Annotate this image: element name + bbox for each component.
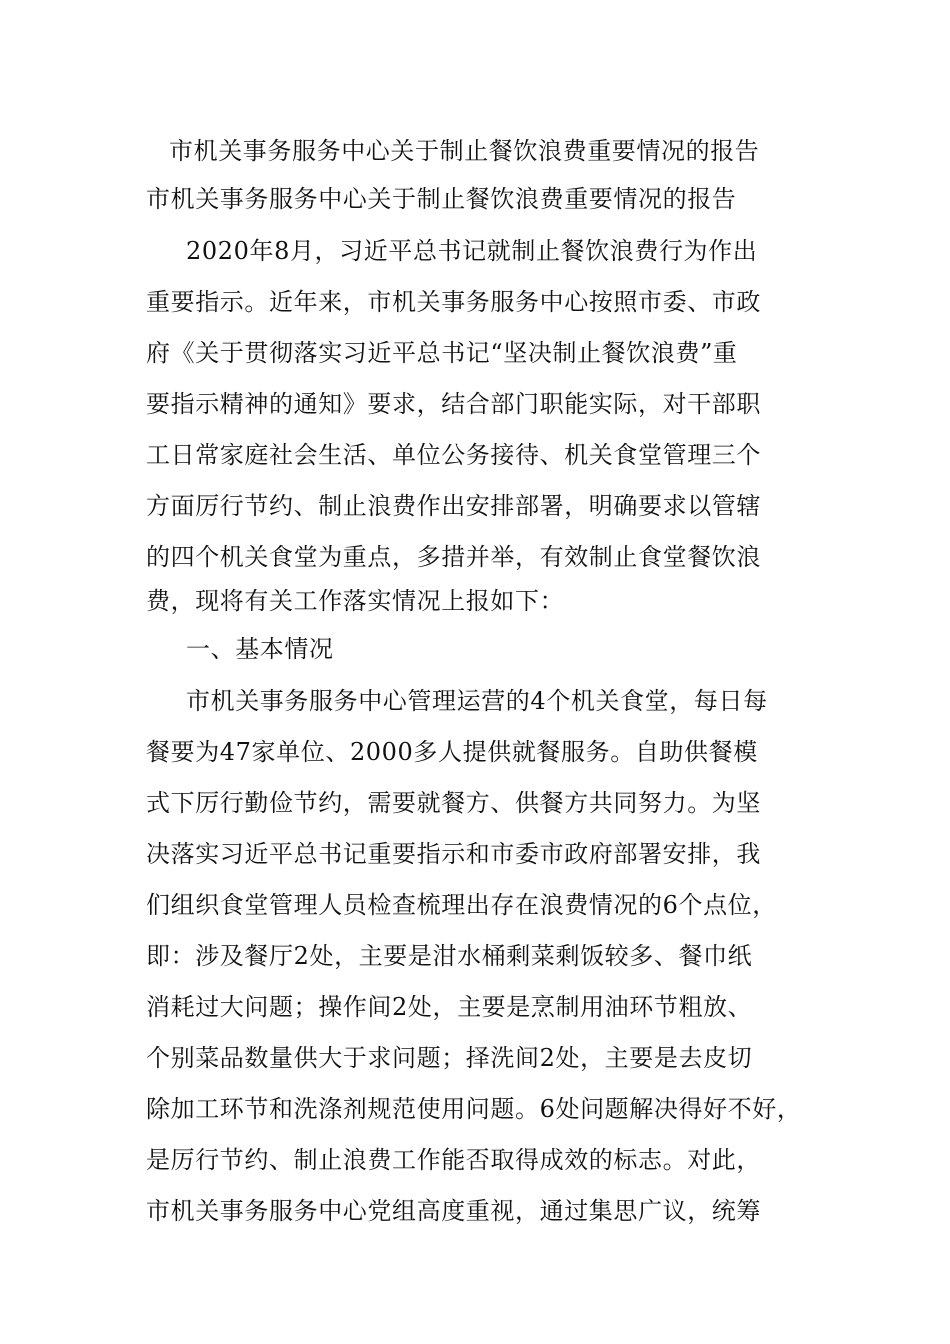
section-heading: 一、基本情况 (186, 635, 334, 663)
body-line-1: 市机关事务服务中心管理运营的4个机关食堂，每日每 (186, 687, 768, 715)
document-subtitle: 市机关事务服务中心关于制止餐饮浪费重要情况的报告 (146, 185, 737, 213)
intro-line-4: 要指示精神的通知》要求，结合部门职能实际，对干部职 (146, 390, 761, 418)
body-line-8: 个别菜品数量供大于求问题；择洗间2处，主要是去皮切 (146, 1044, 753, 1072)
document-title: 市机关事务服务中心关于制止餐饮浪费重要情况的报告 (169, 137, 760, 165)
intro-line-8: 费，现将有关工作落实情况上报如下： (146, 587, 565, 615)
intro-line-2: 重要指示。近年来，市机关事务服务中心按照市委、市政 (146, 288, 761, 316)
intro-line-6: 方面厉行节约、制止浪费作出安排部署，明确要求以管辖 (146, 492, 761, 520)
intro-line-1: 2020年8月，习近平总书记就制止餐饮浪费行为作出 (186, 237, 758, 265)
body-line-3: 式下厉行勤俭节约，需要就餐方、供餐方共同努力。为坚 (146, 789, 761, 817)
body-line-5: 们组织食堂管理人员检查梳理出存在浪费情况的6个点位， (146, 891, 777, 919)
body-line-2: 餐要为47家单位、2000多人提供就餐服务。自助供餐模 (146, 738, 758, 766)
intro-line-5: 工日常家庭社会生活、单位公务接待、机关食堂管理三个 (146, 441, 761, 469)
body-line-10: 是厉行节约、制止浪费工作能否取得成效的标志。对此， (146, 1146, 761, 1174)
body-line-7: 消耗过大问题；操作间2处，主要是烹制用油环节粗放、 (146, 993, 753, 1021)
body-line-11: 市机关事务服务中心党组高度重视，通过集思广议，统筹 (146, 1197, 761, 1225)
body-line-9: 除加工环节和洗涤剂规范使用问题。6处问题解决得好不好， (146, 1095, 802, 1123)
intro-line-3: 府《关于贯彻落实习近平总书记“坚决制止餐饮浪费”重 (146, 339, 738, 367)
intro-line-7: 的四个机关食堂为重点，多措并举，有效制止食堂餐饮浪 (146, 543, 761, 571)
body-line-6: 即：涉及餐厅2处，主要是泔水桶剩菜剩饭较多、餐巾纸 (146, 942, 753, 970)
body-line-4: 决落实习近平总书记重要指示和市委市政府部署安排，我 (146, 840, 761, 868)
